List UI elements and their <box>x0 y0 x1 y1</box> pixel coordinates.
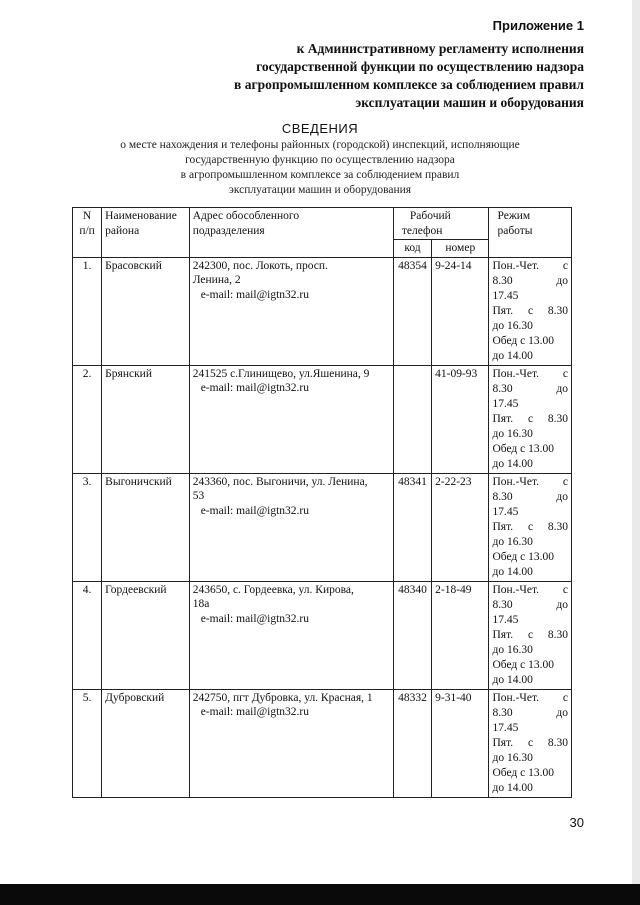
address-line: 242750, пгт Дубровка, ул. Красная, 1 <box>192 691 373 704</box>
schedule-line <box>492 598 568 613</box>
email-text: e-mail: mail@igtn32.ru <box>200 288 310 301</box>
phone-number: 2-18-49 <box>432 581 489 689</box>
header-name-line: района <box>105 224 140 237</box>
schedule-line <box>492 382 568 397</box>
regulation-line: к Административному регламенту исполнения <box>296 41 584 56</box>
schedule-text: с <box>527 412 534 425</box>
schedule-line: до 14.00 <box>492 457 533 470</box>
table-row <box>73 365 572 473</box>
header-name-line: Наименование <box>105 210 177 222</box>
page-number: 30 <box>569 815 584 830</box>
table-row <box>73 473 572 581</box>
schedule-line <box>492 520 568 535</box>
schedule-text: с <box>562 475 568 488</box>
scan-bottom-border <box>0 884 640 905</box>
schedule-text: с <box>562 583 568 596</box>
schedule-line <box>492 475 568 490</box>
schedule-text: с <box>527 304 534 317</box>
document-title: СВЕДЕНИЯ <box>281 121 359 136</box>
schedule-text: Пят. <box>492 304 514 317</box>
row-number: 4. <box>73 581 102 689</box>
phone-number: 41-09-93 <box>432 365 489 473</box>
schedule-text: с <box>562 691 568 704</box>
schedule-text: 8.30 <box>492 490 513 503</box>
schedule-line: Обед с 13.00 <box>492 766 555 779</box>
header-schedule <box>489 208 572 258</box>
address-line: 243650, с. Гордеевка, ул. Кирова, <box>192 583 354 596</box>
header-number: номер <box>432 240 489 258</box>
row-number: 2. <box>73 365 102 473</box>
table-header-row <box>73 208 572 240</box>
schedule-line: 17.45 <box>492 721 519 734</box>
schedule-line: до 16.30 <box>492 535 533 548</box>
address-cell <box>189 257 393 365</box>
schedule-line: до 14.00 <box>492 565 533 578</box>
subtitle-line: государственную функцию по осуществлению надзора <box>185 154 455 166</box>
address-cell <box>189 581 393 689</box>
inspections-table <box>72 207 572 798</box>
district-name: Выгоничский <box>102 473 190 581</box>
header-schedule-line: Режим <box>497 210 531 222</box>
phone-code <box>393 365 431 473</box>
regulation-line: государственной функции по осуществлению надзора <box>256 59 584 74</box>
schedule-text: 8.30 <box>492 706 513 719</box>
schedule-line: до 14.00 <box>492 781 533 794</box>
address-line: 53 <box>192 490 205 502</box>
schedule-line: 17.45 <box>492 613 519 626</box>
schedule-text: 8.30 <box>547 520 568 533</box>
address-cell <box>189 689 393 797</box>
schedule-text: Пон.-Чет. <box>492 691 539 704</box>
schedule-line <box>492 412 568 427</box>
phone-code: 48340 <box>393 581 431 689</box>
table-row <box>73 257 572 365</box>
schedule-line <box>492 274 568 289</box>
schedule-text: 8.30 <box>547 736 568 749</box>
schedule-text: 8.30 <box>492 274 513 287</box>
schedule-cell <box>489 473 572 581</box>
subtitle-line: о месте нахождения и телефоны районных (городской) инспекций, исполняющие <box>120 139 520 151</box>
schedule-line: 17.45 <box>492 505 519 518</box>
header-num <box>73 208 102 258</box>
schedule-text: 8.30 <box>547 412 568 425</box>
appendix-label: Приложение 1 <box>492 18 584 33</box>
table-row <box>73 689 572 797</box>
address-line: 241525 с.Глинищево, ул.Яшенина, 9 <box>192 367 370 380</box>
schedule-text: Пят. <box>492 736 514 749</box>
email-text: e-mail: mail@igtn32.ru <box>200 706 310 718</box>
schedule-text: Пон.-Чет. <box>492 475 539 488</box>
schedule-line <box>492 691 568 706</box>
schedule-cell <box>489 365 572 473</box>
header-name <box>102 208 190 258</box>
schedule-text: до <box>556 382 568 395</box>
schedule-line <box>492 304 568 319</box>
schedule-text: 8.30 <box>492 598 513 611</box>
subtitle-line: в агропромышленном комплексе за соблюдением правил <box>180 169 460 181</box>
schedule-line: до 16.30 <box>492 643 533 656</box>
schedule-text: с <box>562 367 568 380</box>
schedule-text: Пят. <box>492 412 514 425</box>
schedule-line: Обед с 13.00 <box>492 658 555 671</box>
phone-number: 2-22-23 <box>432 473 489 581</box>
district-name: Дубровский <box>102 689 190 797</box>
subtitle-line: эксплуатации машин и оборудования <box>228 184 412 196</box>
address-line: 243360, пос. Выгоничи, ул. Ленина, <box>192 475 368 488</box>
schedule-cell <box>489 581 572 689</box>
district-name: Брасовский <box>102 257 190 365</box>
header-phone <box>393 208 489 240</box>
phone-code: 48332 <box>393 689 431 797</box>
schedule-text: с <box>527 736 534 749</box>
header-address-line: Адрес обособленного <box>192 210 300 222</box>
schedule-line <box>492 367 568 382</box>
row-number: 1. <box>73 257 102 365</box>
address-line: Ленина, 2 <box>192 274 241 286</box>
header-code: код <box>393 240 431 258</box>
district-name: Гордеевский <box>102 581 190 689</box>
phone-code: 48354 <box>393 257 431 365</box>
email-text: e-mail: mail@igtn32.ru <box>200 612 310 625</box>
address-cell <box>189 365 393 473</box>
schedule-text: с <box>527 628 534 641</box>
schedule-line: Обед с 13.00 <box>492 334 555 347</box>
schedule-text: до <box>556 274 568 287</box>
header-address <box>189 208 393 258</box>
header-num-line: п/п <box>79 224 95 237</box>
address-line: 18а <box>192 598 210 610</box>
schedule-text: Пон.-Чет. <box>492 259 539 272</box>
schedule-line <box>492 706 568 721</box>
schedule-text: 8.30 <box>547 628 568 641</box>
schedule-cell <box>489 689 572 797</box>
phone-code: 48341 <box>393 473 431 581</box>
schedule-line <box>492 583 568 598</box>
schedule-text: Пят. <box>492 520 514 533</box>
phone-number: 9-31-40 <box>432 689 489 797</box>
header-phone-line: телефон <box>401 224 443 237</box>
header-address-line: подразделения <box>192 224 265 237</box>
schedule-line <box>492 259 568 274</box>
schedule-line: Обед с 13.00 <box>492 442 555 455</box>
header-num-line: N <box>82 210 92 222</box>
schedule-line: до 16.30 <box>492 319 533 332</box>
schedule-text: до <box>556 490 568 503</box>
regulation-line: в агропромышленном комплексе за соблюдением правил <box>234 77 584 92</box>
address-cell <box>189 473 393 581</box>
schedule-line: 17.45 <box>492 397 519 410</box>
district-name: Брянский <box>102 365 190 473</box>
schedule-text: 8.30 <box>492 382 513 395</box>
schedule-line <box>492 490 568 505</box>
row-number: 5. <box>73 689 102 797</box>
regulation-line: эксплуатации машин и оборудования <box>355 95 584 110</box>
schedule-line: до 14.00 <box>492 673 533 686</box>
schedule-line: Обед с 13.00 <box>492 550 555 563</box>
document-subtitle <box>60 138 580 198</box>
schedule-line: до 16.30 <box>492 751 533 764</box>
schedule-text: с <box>562 259 568 272</box>
schedule-text: Пон.-Чет. <box>492 583 539 596</box>
schedule-text: до <box>556 598 568 611</box>
email-text: e-mail: mail@igtn32.ru <box>200 382 310 394</box>
schedule-text: Пон.-Чет. <box>492 367 539 380</box>
phone-number: 9-24-14 <box>432 257 489 365</box>
schedule-line: 17.45 <box>492 289 519 302</box>
schedule-text: до <box>556 706 568 719</box>
address-line: 242300, пос. Локоть, просп. <box>192 259 328 272</box>
schedule-text: 8.30 <box>547 304 568 317</box>
schedule-line <box>492 736 568 751</box>
schedule-cell <box>489 257 572 365</box>
schedule-line <box>492 628 568 643</box>
header-phone-line: Рабочий <box>409 210 451 222</box>
schedule-text: с <box>527 520 534 533</box>
table-row <box>73 581 572 689</box>
schedule-line: до 16.30 <box>492 427 533 440</box>
schedule-line: до 14.00 <box>492 349 533 362</box>
row-number: 3. <box>73 473 102 581</box>
regulation-reference <box>164 40 584 112</box>
email-text: e-mail: mail@igtn32.ru <box>200 504 310 517</box>
schedule-text: Пят. <box>492 628 514 641</box>
header-schedule-line: работы <box>497 224 533 237</box>
